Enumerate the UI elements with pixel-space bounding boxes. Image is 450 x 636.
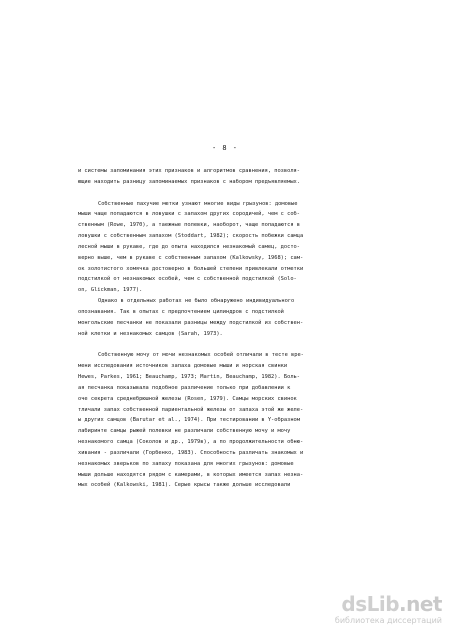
text-line: Однако в отдельных работах не было обнаружено индивидуального (98, 298, 295, 305)
text-line: лабиринте самцы рыжей полевки не различали собственную мочу и мочу (78, 428, 291, 435)
text-line: тличали запах собственной париентальной железы от запаха этой же желе- (78, 406, 304, 413)
text-line: ственным (Rowe, 1970), а таежные полевки, наоборот, чаще попадаются в (78, 222, 300, 229)
text-line: оче секрета среднебрюшной железы (Rosen, 1979). Самцы морских свинок (78, 395, 297, 402)
paragraph-gap (78, 340, 403, 351)
text-line: ы других самцов (Barutar et al., 1974). При тестировании в Y-образном (78, 417, 300, 424)
text-line: монгольские песчанки не показали разницы между подстилкой из собствен- (78, 319, 304, 326)
text-line: незнакомых зверьков по запаху показана для многих грызунов: домовые (78, 460, 294, 467)
watermark-logo-main: dsLib (341, 592, 400, 616)
watermark-logo (341, 592, 442, 616)
watermark-logo-tld: .net (399, 592, 442, 616)
text-line: ая песчанка показывала подобное различение только при добавлении к (78, 384, 291, 391)
text-line: ной клетки и незнакомых самцов (Sarah, 1973). (78, 330, 223, 337)
text-line: Собственные пахучие метки узнают многие виды грызунов: домовые (98, 200, 298, 207)
text-line: подстилкой от незнакомых особей, чем с собственной подстилкой (Solo- (78, 276, 297, 283)
text-line: верно выше, чем в рукаве с собственным запахом (Kalkowsky, 1968); сам- (78, 254, 304, 261)
watermark (334, 592, 442, 628)
text-line: мыши чаще попадаются в ловушки с запахом других сородичей, чем с соб- (78, 211, 300, 218)
text-line: хивания - различали (Горбенко, 1983). Способность различать знакомых и (78, 449, 304, 456)
body-text (78, 166, 403, 491)
text-line: ок золотистого хомячка достоверно в большей степени привлекали отметки (78, 265, 304, 272)
text-line: и системы запоминания этих признаков и алгоритмов сравнения, позволя- (78, 168, 300, 174)
text-line: мых особей (Kalkowski, 1981). Серые крысы также дольше исследовали (78, 482, 291, 489)
text-line: лесной мыши в рукаве, где до опыта находился незнакомый самец, досто- (78, 243, 300, 250)
text-line: незнакомого самца (Соколов и др., 1979в), а по продолжительности обню- (78, 439, 304, 446)
text-line: опознавания. Так в опытах с предпочтением цилиндров с подстилкой (78, 308, 284, 315)
page-number: - 8 - (211, 144, 239, 152)
watermark-caption: библиотека диссертаций (334, 616, 442, 625)
text-line: ловушки с собственным запахом (Stoddart, 1982); скорость побежки самца (78, 233, 304, 240)
text-line: Собственную мочу от мочи незнакомых особей отличали в тесте вре- (98, 352, 304, 359)
paragraph-gap (78, 188, 403, 199)
text-line: on, Glickman, 1977). (78, 287, 143, 294)
text-line: ющие находить разницу запоминаемых признаков с набором предъявляемых. (78, 178, 300, 185)
text-line: мени исследования источников запаха домовые мыши и норская свинки (78, 363, 288, 370)
text-line: Hewes, Parkes, 1961; Beauchamp, 1973; Martin, Beauchamp, 1982). Боль- (78, 374, 300, 381)
text-line: мыши дольше находятся рядом с камерами, в которых имеется запах незна- (78, 471, 304, 478)
